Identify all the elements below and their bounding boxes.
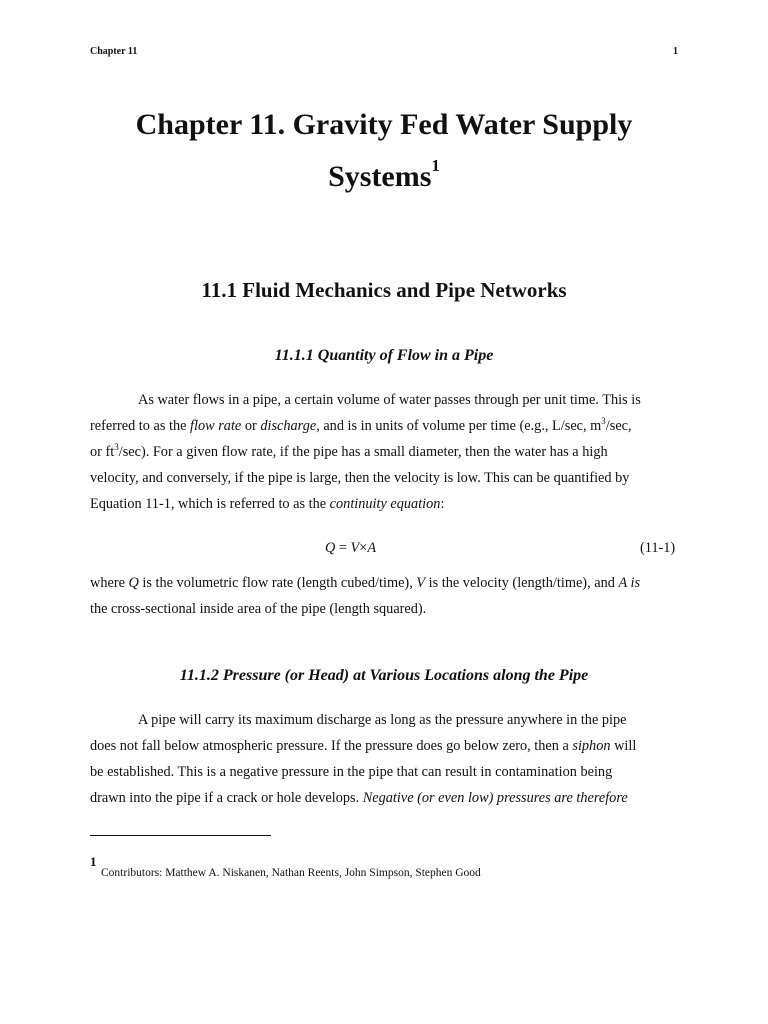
text-run: velocity, and conversely, if the pipe is large, then the velocity is low. This can be quantified by xyxy=(90,470,630,486)
chapter-title-line-2 xyxy=(0,156,768,194)
text-run: the cross-sectional inside area of the pipe (length squared). xyxy=(90,601,427,617)
paragraph-line xyxy=(90,439,680,465)
text-run: referred to as the xyxy=(90,418,191,434)
paragraph-line xyxy=(90,596,680,622)
text-run: /sec, xyxy=(605,418,632,434)
paragraph-line xyxy=(90,491,680,517)
footnote-separator xyxy=(90,835,271,836)
paragraph-line xyxy=(90,570,680,596)
text-run: where xyxy=(90,575,129,591)
equation-times: × xyxy=(359,540,368,556)
footnote-text: Contributors: Matthew A. Niskanen, Nathan Reents, John Simpson, Stephen Good xyxy=(101,867,481,879)
equation-a: A xyxy=(367,540,377,556)
text-run: be established. This is a negative pressure in the pipe that can result in contamination being xyxy=(90,764,613,780)
section-heading: 11.1 Fluid Mechanics and Pipe Networks xyxy=(201,278,567,302)
term-continuity-equation: continuity equation xyxy=(329,496,441,512)
chapter-title-systems: Systems xyxy=(328,160,432,193)
text-run: , and is in units of volume per time (e.g., L/sec, m xyxy=(316,418,602,434)
continuity-equation xyxy=(325,540,376,557)
footnote-number: 1 xyxy=(90,854,97,869)
text-run: is the velocity (length/time), and xyxy=(425,575,619,591)
text-run: As water flows in a pipe, a certain volume of water passes through per unit time. This is xyxy=(138,392,641,408)
emphasis-negative-pressures: Negative (or even low) pressures are therefore xyxy=(362,790,628,806)
paragraph-line xyxy=(90,707,680,733)
term-discharge: discharge xyxy=(260,418,317,434)
paragraph-line xyxy=(90,413,680,439)
page-number: 1 xyxy=(673,46,678,57)
paragraph-line xyxy=(90,759,680,785)
running-header-chapter: Chapter 11 xyxy=(90,46,138,57)
text-run: or xyxy=(241,418,261,434)
superscript: 3 xyxy=(114,442,119,453)
term-flow-rate: flow rate xyxy=(190,418,242,434)
text-run: will xyxy=(610,738,637,754)
paragraph-line xyxy=(90,785,680,811)
equation-q: Q xyxy=(325,540,336,556)
paragraph-line xyxy=(90,465,680,491)
text-run: : xyxy=(440,496,445,512)
title-footnote-ref[interactable]: 1 xyxy=(431,156,440,175)
equation-v: V xyxy=(350,540,360,556)
paragraph-flow-quantity xyxy=(90,387,680,517)
paragraph-line xyxy=(90,387,680,413)
text-run: /sec). For a given flow rate, if the pipe has a small diameter, then the water has a high xyxy=(118,444,608,460)
equation-equals: = xyxy=(335,540,351,556)
subsection-heading-2: 11.1.2 Pressure (or Head) at Various Locations along the Pipe xyxy=(179,667,589,684)
text-run: drawn into the pipe if a crack or hole develops. xyxy=(90,790,363,806)
text-run: or ft xyxy=(90,444,115,460)
equation-number: (11-1) xyxy=(640,540,676,556)
paragraph-line xyxy=(90,733,680,759)
term-siphon: siphon xyxy=(572,738,611,754)
variable-a: A is xyxy=(618,575,641,591)
paragraph-pressure xyxy=(90,707,680,811)
text-run: is the volumetric flow rate (length cubed/time), xyxy=(138,575,417,591)
text-run: does not fall below atmospheric pressure. If the pressure does go below zero, then a xyxy=(90,738,573,754)
variable-q: Q xyxy=(128,575,139,591)
subsection-heading-1: 11.1.1 Quantity of Flow in a Pipe xyxy=(274,347,494,364)
superscript: 3 xyxy=(601,416,606,427)
variable-v: V xyxy=(416,575,426,591)
text-run: Equation 11-1, which is referred to as the xyxy=(90,496,330,512)
paragraph-variables xyxy=(90,570,680,622)
chapter-title-line-1: Chapter 11. Gravity Fed Water Supply xyxy=(135,108,633,141)
text-run: A pipe will carry its maximum discharge as long as the pressure anywhere in the pipe xyxy=(138,712,627,728)
